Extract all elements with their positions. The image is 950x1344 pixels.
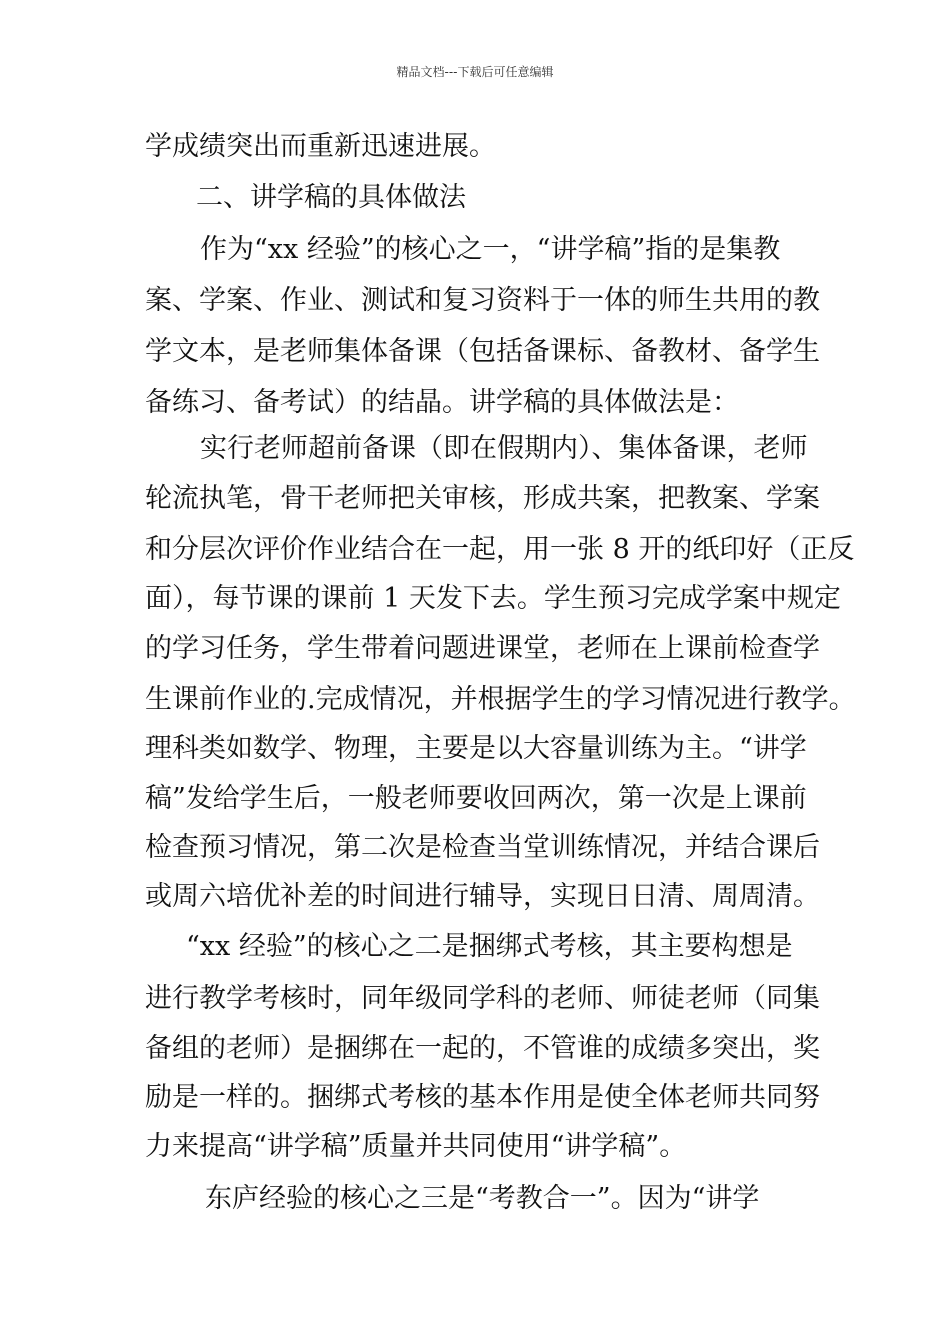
text-line: 实行老师超前备课（即在假期内）、集体备课，老师	[200, 433, 808, 464]
text-line: 作为“xx 经验”的核心之一，“讲学稿”指的是集教	[200, 234, 781, 265]
section-heading: 二、讲学稿的具体做法	[196, 182, 466, 213]
text-line: 力来提高“讲学稿”质量并共同使用“讲学稿”。	[145, 1131, 687, 1162]
text-line: 励是一样的。捆绑式考核的基本作用是使全体老师共同努	[145, 1082, 820, 1113]
text-line: 稿”发给学生后，一般老师要收回两次，第一次是上课前	[145, 783, 807, 814]
text-line: 或周六培优补差的时间进行辅导，实现日日清、周周清。	[145, 881, 820, 912]
text-line: 理科类如数学、物理，主要是以大容量训练为主。“讲学	[145, 733, 807, 764]
text-line: “xx 经验”的核心之二是捆绑式考核，其主要构想是	[186, 931, 793, 962]
page-header: 精品文档---下载后可任意编辑	[396, 65, 554, 79]
text-line: 学文本，是老师集体备课（包括备课标、备教材、备学生	[145, 336, 820, 367]
text-line: 进行教学考核时，同年级同学科的老师、师徒老师（同集	[145, 983, 820, 1014]
text-line: 学成绩突出而重新迅速进展。	[145, 131, 496, 162]
text-line: 案、学案、作业、测试和复习资料于一体的师生共用的教	[145, 285, 820, 316]
text-line: 的学习任务，学生带着问题进课堂，老师在上课前检查学	[145, 633, 820, 664]
text-line: 备练习、备考试）的结晶。讲学稿的具体做法是：	[145, 387, 739, 418]
text-line: 东庐经验的核心之三是“考教合一”。因为“讲学	[205, 1183, 760, 1214]
text-line: 生课前作业的.完成情况，并根据学生的学习情况进行教学。	[145, 684, 856, 715]
text-line: 和分层次评价作业结合在一起，用一张 8 开的纸印好（正反	[145, 534, 855, 565]
text-line: 轮流执笔，骨干老师把关审核，形成共案，把教案、学案	[145, 483, 820, 514]
text-line: 面），每节课的课前 1 天发下去。学生预习完成学案中规定	[145, 583, 841, 614]
text-line: 检查预习情况，第二次是检查当堂训练情况，并结合课后	[145, 832, 820, 863]
text-line: 备组的老师）是捆绑在一起的，不管谁的成绩多突出，奖	[145, 1033, 820, 1064]
